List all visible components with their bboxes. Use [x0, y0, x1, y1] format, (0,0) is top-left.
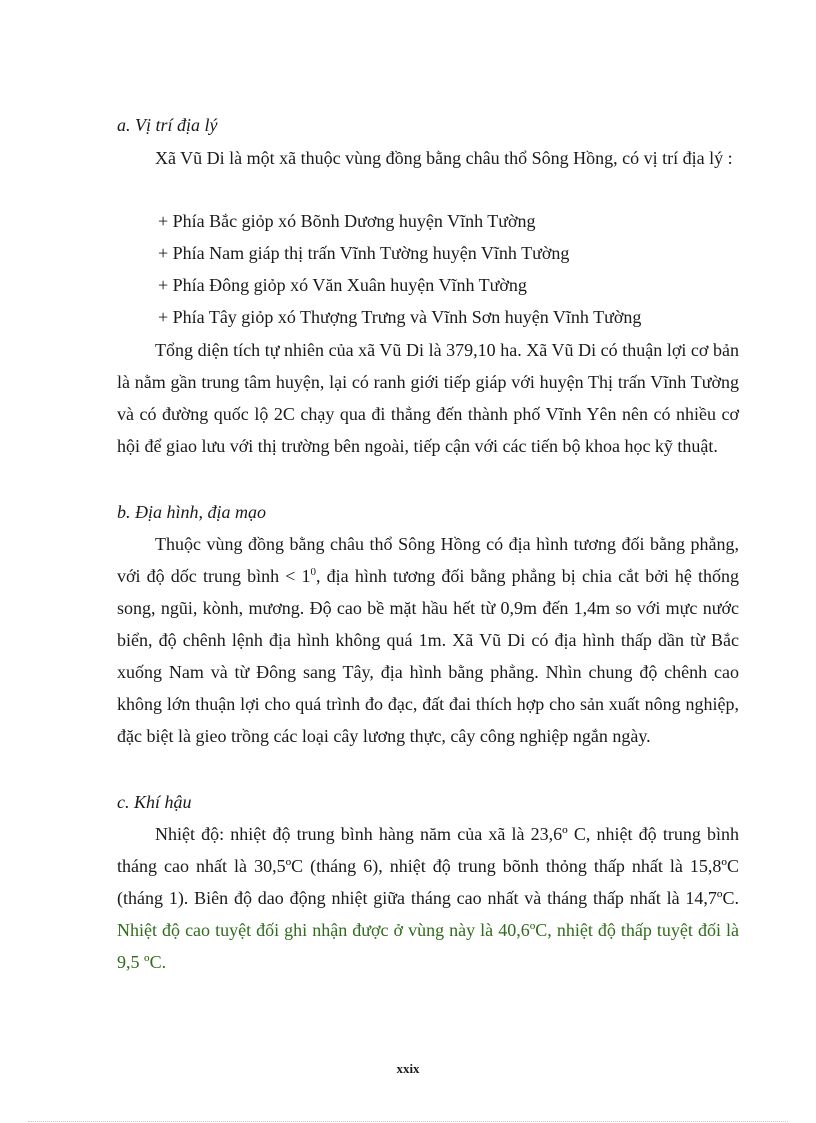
heading-dia-hinh: b. Địa hình, địa mạo: [117, 502, 267, 522]
paragraph-vi-tri: Xã Vũ Di là một xã thuộc vùng đồng bằng châu thổ Sông Hồng, có vị trí địa lý :: [155, 148, 733, 168]
paragraph-khi-hau: [117, 818, 739, 978]
heading-vi-tri-dia-ly: a. Vị trí địa lý: [117, 115, 218, 135]
bullet-phia-dong: + Phía Đông giỏp xó Văn Xuân huyện Vĩnh Tường: [158, 275, 527, 295]
page-number: xxix: [396, 1061, 420, 1076]
dia-hinh-text-after: , địa hình tương đối bằng phẳng bị chia cắt bởi hệ thống song, ngũi, kònh, mương. Độ cao bề mặt hầu hết từ 0,9m đến 1,4m so với mực nước biển, độ chênh lệnh địa hình không quá 1m. Xã Vũ Di có địa hình thấp dần từ Bắc xuống Nam và từ Đông sang Tây, địa hình bằng phẳng. Nhìn chung độ chênh cao không lớn thuận lợi cho quá trình đo đạc, đất đai thích hợp cho sản xuất nông nghiệp, đặc biệt là gieo trồng các loại cây lương thực, cây công nghiệp ngắn ngày.: [117, 566, 739, 746]
paragraph-dien-tich: Tổng diện tích tự nhiên của xã Vũ Di là 379,10 ha. Xã Vũ Di có thuận lợi cơ bản là nằm gần trung tâm huyện, lại có ranh giới tiếp giáp với huyện Thị trấn Vĩnh Tường và có đường quốc lộ 2C chạy qua đi thẳng đến thành phố Vĩnh Yên nên có nhiều cơ hội để giao lưu với thị trường bên ngoài, tiếp cận với các tiến bộ khoa học kỹ thuật.: [117, 340, 739, 456]
heading-khi-hau: c. Khí hậu: [117, 792, 192, 812]
bullet-phia-nam: + Phía Nam giáp thị trấn Vĩnh Tường huyện Vĩnh Tường: [158, 243, 570, 263]
bullet-phia-bac: + Phía Bắc giỏp xó Bõnh Dương huyện Vĩnh Tường: [158, 211, 536, 231]
page-bottom-divider: [28, 1121, 788, 1122]
superscript-degree: 0: [310, 566, 317, 578]
dia-hinh-text-before: Thuộc vùng đồng bằng châu thổ Sông Hồng có địa hình tương đối bằng phẳng, với độ dốc trung bình < 1: [117, 534, 739, 586]
khi-hau-highlight-text: Nhiệt độ cao tuyệt đối ghi nhận được ở vùng này là 40,6ºC, nhiệt độ thấp tuyệt đối là 9,5 ºC.: [117, 920, 739, 972]
paragraph-dia-hinh: [117, 528, 739, 752]
khi-hau-text: Nhiệt độ: nhiệt độ trung bình hàng năm của xã là 23,6º C, nhiệt độ trung bình tháng cao nhất là 30,5ºC (tháng 6), nhiệt độ trung bõnh thỏng thấp nhất là 15,8ºC (tháng 1). Biên độ dao động nhiệt giữa tháng cao nhất và tháng thấp nhất là 14,7ºC.: [117, 824, 739, 908]
bullet-phia-tay: + Phía Tây giỏp xó Thượng Trưng và Vĩnh Sơn huyện Vĩnh Tường: [158, 307, 642, 327]
